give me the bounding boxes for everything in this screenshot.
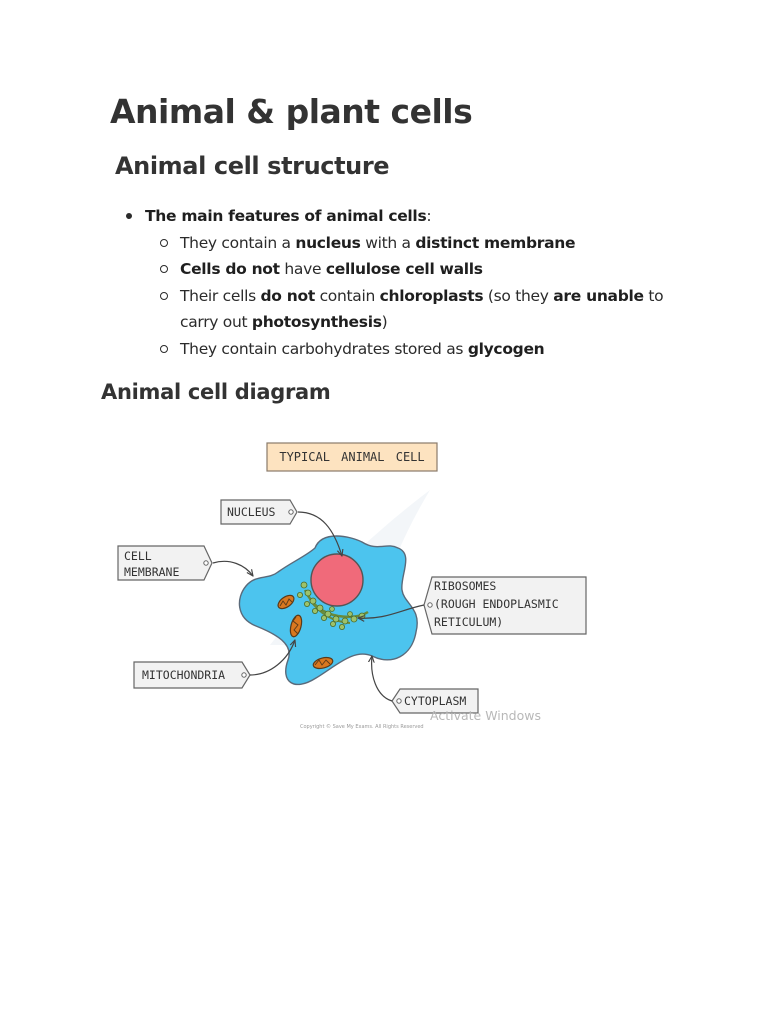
section-title: Animal cell structure: [115, 152, 390, 180]
text: have: [279, 260, 326, 278]
nucleus-label: NUCLEUS: [227, 505, 276, 519]
list-item: [125, 256, 705, 283]
mitochondria-label: MITOCHONDRIA: [142, 668, 226, 682]
ribosomes-label-line3: RETICULUM): [434, 615, 504, 629]
list-item: [125, 283, 705, 336]
text: (so they: [483, 286, 554, 305]
diagram-title: TYPICAL ANIMAL CELL: [279, 450, 425, 464]
diagram-canvas: [100, 430, 605, 732]
features-list: [125, 203, 705, 362]
bold-text: photosynthesis: [251, 313, 382, 331]
bold-text: cellulose cell walls: [325, 260, 483, 278]
page-title: Animal & plant cells: [110, 92, 473, 131]
text: contain: [314, 286, 380, 305]
cell-membrane-label-line1: CELL: [124, 549, 152, 563]
text: ): [381, 313, 388, 331]
list-item: [125, 203, 705, 230]
bold-text: distinct membrane: [415, 233, 576, 252]
copyright-text: Copyright © Save My Exams. All Rights Reserved: [300, 724, 424, 730]
bold-text: are unable: [553, 286, 644, 305]
bold-text: do not: [260, 286, 315, 305]
text: They contain a: [180, 233, 296, 252]
subsection-title: Animal cell diagram: [101, 380, 331, 404]
cytoplasm-arrow: [372, 656, 392, 701]
ribosomes-label-line1: RIBOSOMES: [434, 579, 497, 593]
label-pin: [397, 699, 401, 703]
bold-text: Cells do not: [180, 260, 280, 278]
activate-windows-watermark: Activate Windows: [430, 708, 541, 723]
bold-text: chloroplasts: [379, 286, 484, 305]
nucleus-shape: [311, 554, 363, 606]
list-item: [125, 230, 705, 257]
cell-membrane-label-line2: MEMBRANE: [124, 565, 180, 579]
animal-cell-diagram: [100, 430, 605, 732]
bold-text: The main features of animal cells: [145, 207, 427, 225]
label-pin: [204, 561, 208, 565]
text: Their cells: [180, 286, 261, 305]
text: with a: [360, 233, 416, 252]
ribosomes-label-line2: (ROUGH ENDOPLASMIC: [434, 597, 559, 611]
cytoplasm-label: CYTOPLASM: [404, 694, 467, 708]
label-pin: [289, 510, 293, 514]
label-pin: [428, 603, 432, 607]
bold-text: glycogen: [467, 339, 545, 358]
text: They contain carbohydrates stored as: [180, 339, 468, 358]
label-pin: [242, 673, 246, 677]
text: :: [426, 207, 432, 225]
text: to carry out: [180, 286, 664, 331]
bold-text: nucleus: [295, 233, 361, 252]
cell-membrane-arrow: [213, 561, 253, 576]
list-item: [125, 336, 705, 363]
